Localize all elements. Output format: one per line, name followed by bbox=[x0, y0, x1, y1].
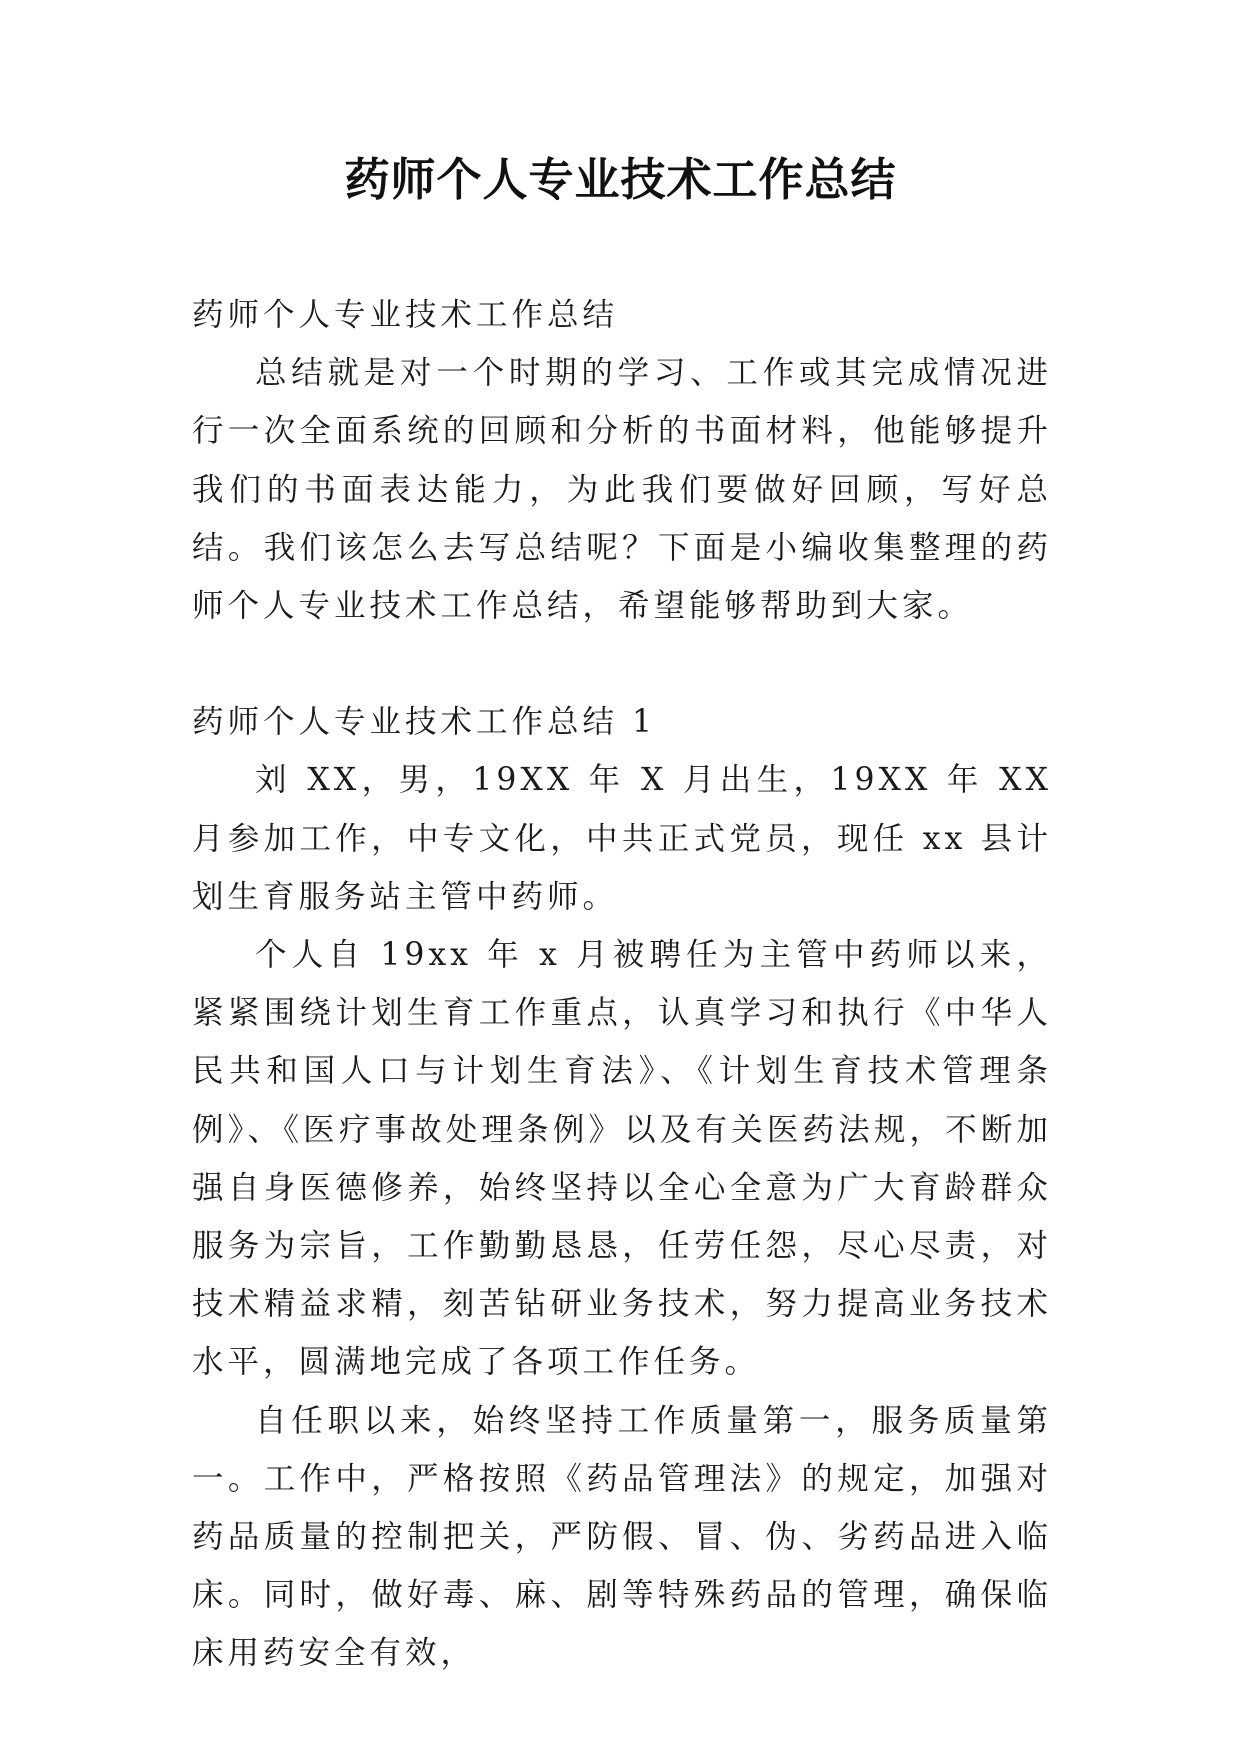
paragraph-profile: 刘 XX，男，19XX 年 X 月出生，19XX 年 XX 月参加工作，中专文化，中共正式党员，现任 xx 县计划生育服务站主管中药师。 bbox=[192, 762, 1052, 915]
intro-paragraph: 总结就是对一个时期的学习、工作或其完成情况进行一次全面系统的回顾和分析的书面材料，他能够提升我们的书面表达能力，为此我们要做好回顾，写好总结。我们该怎么去写总结呢？下面是小编收集整理的药师个人专业技术工作总结，希望能够帮助到大家。 bbox=[192, 355, 1052, 625]
document-title: 药师个人专业技术工作总结 bbox=[344, 153, 897, 206]
paragraph-quality: 自任职以来，始终坚持工作质量第一，服务质量第一。工作中，严格按照《药品管理法》的规定，加强对药品质量的控制把关，严防假、冒、伪、劣药品进入临床。同时，做好毒、麻、剧等特殊药品的管理，确保临床用药安全有效， bbox=[192, 1402, 1052, 1672]
document-subtitle: 药师个人专业技术工作总结 bbox=[192, 297, 619, 333]
document-body bbox=[192, 286, 1052, 1683]
paragraph-appointment: 个人自 19xx 年 x 月被聘任为主管中药师以来，紧紧围绕计划生育工作重点，认真学习和执行《中华人民共和国人口与计划生育法》、《计划生育技术管理条例》、《医疗事故处理条例》以及有关医药法规，不断加强自身医德修养，始终坚持以全心全意为广大育龄群众服务为宗旨，工作勤勤恳恳，任劳任怨，尽心尽责，对技术精益求精，刻苦钻研业务技术，努力提高业务技术水平，圆满地完成了各项工作任务。 bbox=[192, 937, 1052, 1381]
section-heading: 药师个人专业技术工作总结 1 bbox=[192, 704, 657, 741]
section-spacer bbox=[192, 635, 1052, 693]
